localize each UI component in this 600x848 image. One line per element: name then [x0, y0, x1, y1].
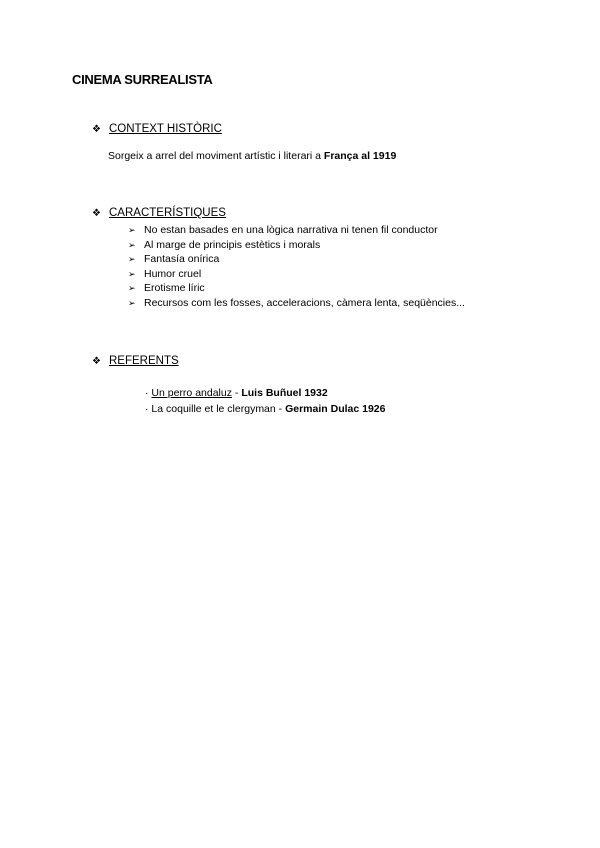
context-paragraph [108, 150, 396, 162]
section-heading-label: REFERENTS [109, 355, 179, 367]
reference-separator: - [231, 387, 242, 399]
references-list [145, 386, 385, 417]
list-item-text: Erotisme líric [144, 282, 205, 295]
page-title: CINEMA SURREALISTA [72, 72, 213, 87]
arrow-bullet-icon: ➢ [128, 254, 136, 265]
section-heading-label: CONTEXT HISTÒRIC [109, 123, 222, 135]
reference-author: Luis Buñuel 1932 [241, 387, 328, 399]
reference-prefix: · [145, 402, 152, 415]
arrow-bullet-icon: ➢ [128, 225, 136, 235]
context-paragraph-bold: França al 1919 [323, 150, 397, 162]
reference-film-title: Un perro andaluz [151, 387, 232, 399]
section-heading-references [92, 355, 179, 367]
list-item [128, 252, 465, 267]
diamond-bullet-icon: ❖ [92, 207, 101, 219]
reference-author: Germain Dulac 1926 [285, 402, 386, 415]
list-item-text: Al marge de principis estètics i morals [144, 238, 321, 251]
list-item-text: Fantasía onírica [144, 253, 220, 266]
section-heading-label: CARACTERÍSTIQUES [109, 207, 226, 219]
list-item [145, 402, 385, 418]
list-item [128, 296, 465, 311]
list-item [128, 238, 465, 253]
context-paragraph-text: Sorgeix a arrel del moviment artístic i literari a [108, 150, 324, 162]
arrow-bullet-icon: ➢ [128, 297, 136, 308]
arrow-bullet-icon: ➢ [128, 268, 136, 279]
reference-prefix: · [145, 387, 152, 399]
reference-film-title: La coquille et le clergyman [151, 402, 276, 415]
list-item [128, 281, 465, 296]
diamond-bullet-icon: ❖ [92, 355, 101, 367]
diamond-bullet-icon: ❖ [92, 123, 101, 135]
arrow-bullet-icon: ➢ [128, 283, 136, 294]
list-item [128, 267, 465, 282]
list-item-text: No estan basades en una lògica narrativa ni tenen fil conductor [144, 224, 438, 236]
list-item-text: Humor cruel [144, 267, 202, 280]
reference-separator: - [275, 402, 286, 415]
list-item-text: Recursos com les fosses, acceleracions, càmera lenta, seqüències... [144, 296, 465, 309]
characteristics-list [128, 223, 465, 311]
arrow-bullet-icon: ➢ [128, 239, 136, 250]
list-item [128, 223, 465, 238]
section-heading-characteristics [92, 207, 226, 219]
list-item [145, 386, 385, 402]
section-heading-context [92, 123, 222, 135]
